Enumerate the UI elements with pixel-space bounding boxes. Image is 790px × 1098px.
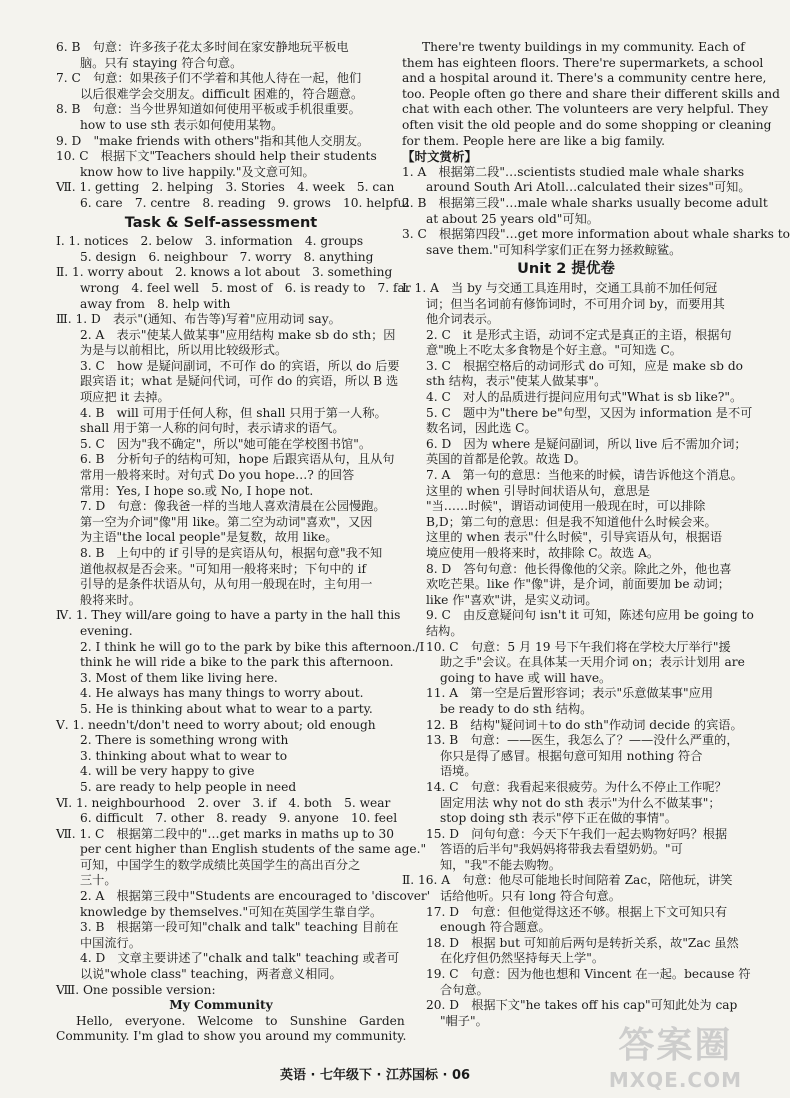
answers-reading — [402, 164, 790, 259]
text-line: often visit the old people and do some shopping or cleaning — [402, 117, 772, 132]
text-line: 常用：Yes, I hope so.或 No, I hope not. — [80, 483, 314, 498]
text-line: 2. There is something wrong with — [80, 733, 289, 748]
text-line: 英国的首都是伦敦。故选 D。 — [426, 452, 586, 467]
text-line: 3. C 根据第四段"…get more information about whale sharks to — [402, 227, 790, 242]
watermark-url: MXQE.COM — [608, 1068, 742, 1092]
text-line: Ⅷ. One possible version: — [56, 982, 216, 997]
essay-title: My Community — [169, 998, 273, 1013]
text-line: 15. D 问句句意：今天下午我们一起去购物好吗？根据 — [426, 826, 728, 841]
text-line: 你只是得了感冒。根据句意可知用 nothing 符合 — [440, 748, 703, 763]
text-line: 2. A 根据第三段中"Students are encouraged to 'discover' — [80, 889, 431, 904]
text-line: 语境。 — [440, 764, 477, 779]
text-line: 8. B 句意：当今世界知道如何使用平板或手机很重要。 — [56, 102, 361, 117]
text-line: 话给他听。只有 long 符合句意。 — [440, 889, 621, 904]
text-line: 4. C 对人的品质进行提问应用句式"What is sb like?"。 — [426, 390, 743, 405]
essay-body-right — [402, 40, 780, 149]
essay-body-left — [56, 1013, 407, 1045]
text-line: 中国流行。 — [80, 935, 141, 950]
section-heading-task: Task & Self-assessment — [124, 214, 318, 231]
text-line: 14. C 句意：我看起来很疲劳。为什么不停止工作呢？ — [426, 779, 727, 794]
text-line: shall 用于第一人称的问句时，表示请求的语气。 — [80, 421, 345, 436]
text-line: 7. D 句意：像我爸一样的当地人喜欢清晨在公园慢跑。 — [80, 499, 386, 514]
text-line: for them. People here are like a big family. — [402, 133, 666, 148]
text-line: 8. B 上句中的 if 引导的是宾语从句，根据句意"我不知 — [80, 546, 383, 560]
text-line: 3. C 根据空格后的动词形式 do 可知，应是 make sb do — [426, 358, 743, 373]
text-line: 助之手"会议。在具体某一天用介词 on；表示计划用 are — [440, 655, 745, 670]
text-line: 2. B 根据第三段"…male whale sharks usually become adult — [402, 195, 768, 210]
text-line: Ⅴ. 1. needn't/don't need to worry about; old enough — [56, 717, 376, 732]
text-line: 7. A 第一句的意思：当他来的时候，请告诉他这个消息。 — [426, 468, 743, 483]
text-line: Ⅲ. 1. D 表示"(通知、布告等)写着"应用动词 say。 — [56, 312, 341, 327]
text-line: 为是与以前相比，所以用比较级形式。 — [80, 343, 288, 358]
text-line: 18. D 根据 but 可知前后两句是转折关系，故"Zac 虽然 — [426, 935, 739, 950]
text-line: 3. thinking about what to wear to — [80, 748, 288, 763]
text-line: 以后很难学会交朋友。difficult 困难的，符合题意。 — [80, 86, 364, 101]
text-line: too. People often go there and share their different skills and — [402, 86, 780, 101]
text-line: per cent higher than English students of the same age." — [80, 842, 427, 857]
text-line: them has eighteen floors. There're supermarkets, a school — [402, 55, 764, 70]
text-line: 7. C 句意：如果孩子们不学着和其他人待在一起，他们 — [56, 71, 362, 86]
text-line: enough 符合题意。 — [440, 920, 551, 935]
section-heading-unit2: Unit 2 提优卷 — [517, 261, 615, 278]
text-line: knowledge by themselves."可知在英国学生靠自学。 — [80, 904, 383, 919]
text-line: 1. A 根据第二段"…scientists studied male whale sharks — [402, 164, 745, 179]
text-line: 5. C 题中为"there be"句型，又因为 information 是不可 — [426, 405, 753, 420]
text-line: sth 结构，表示"使某人做某事"。 — [426, 374, 607, 389]
text-line: 答语的后半句"我妈妈将带我去看望奶奶。"可 — [440, 842, 683, 857]
text-line: 3. B 根据第一段可知"chalk and talk" teaching 目前在 — [80, 920, 399, 935]
text-line: Ⅱ. 1. worry about 2. knows a lot about 3. something — [56, 265, 393, 280]
text-line: save them."可知科学家们正在努力拯救鲸鲨。 — [426, 242, 682, 257]
text-line: 意"晚上不吃太多食物是个好主意。"可知选 C。 — [426, 343, 682, 358]
text-line: 19. C 句意：因为他也想和 Vincent 在一起。because 符 — [426, 967, 751, 982]
text-line: 合句意。 — [440, 982, 489, 997]
text-line: 2. A 表示"使某人做某事"应用结构 make sb do sth；因 — [80, 327, 396, 342]
subsection-heading-reading: 【时文赏析】 — [402, 149, 478, 165]
text-line: 9. C 由反意疑问句 isn't it 可知，陈述句应用 be going to — [426, 608, 754, 623]
text-line: be ready to do sth 结构。 — [440, 701, 593, 716]
text-line: 第一空为介词"像"用 like。第二空为动词"喜欢"，又因 — [80, 514, 373, 529]
page-footer: 英语 · 七年级下 · 江苏国标 · 06 — [279, 1068, 471, 1083]
text-line: 9. D "make friends with others"指和其他人交朋友。 — [56, 133, 370, 148]
text-line: 跟宾语 it；what 是疑问代词，可作 do 的宾语，所以 B 选 — [80, 374, 399, 389]
answers-unit1-continued — [56, 40, 410, 212]
right-column — [402, 40, 790, 1029]
text-line: 知，"我"不能去购物。 — [440, 857, 561, 872]
watermark-text: 答案圈 — [618, 1025, 733, 1066]
text-line: 引导的是条件状语从句，从句用一般现在时，主句用一 — [80, 577, 373, 592]
text-line: 4. He always has many things to worry about. — [80, 686, 364, 701]
text-line: 6. B 分析句子的结构可知，hope 后跟宾语从句，且从句 — [80, 452, 395, 467]
text-line: think he will ride a bike to the park this afternoon. — [80, 655, 394, 670]
text-line: Community. I'm glad to show you around my community. — [56, 1029, 407, 1044]
text-line: "帽子"。 — [440, 1013, 488, 1028]
text-line: 他介词表示。 — [426, 312, 500, 327]
text-line: Ⅶ. 1. C 根据第二段中的"…get marks in maths up to 30 — [56, 826, 395, 841]
text-line: Ⅰ. 1. A 当 by 与交通工具连用时，交通工具前不加任何冠 — [402, 280, 718, 295]
text-line: 可知，中国学生的数学成绩比英国学生的高出百分之 — [80, 857, 361, 872]
text-line: know how to live happily."及文意可知。 — [80, 164, 315, 179]
text-line: 12. B 结构"疑问词＋to do sth"作动词 decide 的宾语。 — [426, 717, 743, 732]
text-line: There're twenty buildings in my community. Each of — [422, 40, 745, 54]
text-line: Ⅰ. 1. notices 2. below 3. information 4. groups — [56, 234, 364, 249]
text-line: "当……时候"，谓语动词使用一般现在时，可以排除 — [426, 499, 706, 514]
text-line: 4. D 文章主要讲述了"chalk and talk" teaching 或者可 — [80, 951, 400, 966]
text-line: 为主语"the local people"是复数，故用 like。 — [80, 530, 338, 545]
text-line: 般将来时。 — [80, 592, 141, 607]
text-line: 2. C it 是形式主语，动词不定式是真正的主语，根据句 — [426, 327, 732, 342]
text-line: 13. B 句意：——医生，我怎么了？——没什么严重的， — [426, 733, 739, 748]
text-line: 11. A 第一空是后置形容词；表示"乐意做某事"应用 — [426, 686, 714, 701]
text-line: evening. — [80, 623, 133, 638]
text-line: 3. Most of them like living here. — [80, 670, 278, 685]
text-line: 3. C how 是疑问副词，不可作 do 的宾语，所以 do 后要 — [80, 358, 400, 373]
text-line: going to have 或 will have。 — [440, 670, 612, 685]
text-line: 结构。 — [426, 623, 463, 638]
text-line: Ⅱ. 16. A 句意：他尽可能地长时间陪着 Zac，陪他玩，讲笑 — [402, 873, 733, 888]
text-line: 10. C 根据下文"Teachers should help their students — [56, 149, 377, 164]
text-line: 2. I think he will go to the park by bike this afternoon./I — [80, 639, 425, 654]
text-line: 5. C 因为"我不确定"，所以"她可能在学校图书馆"。 — [80, 436, 372, 451]
text-line: 5. design 6. neighbour 7. worry 8. anything — [80, 249, 374, 264]
text-line: chat with each other. The volunteers are very helpful. They — [402, 102, 769, 117]
text-line: 脑。只有 staying 符合句意。 — [80, 55, 243, 70]
text-line: 项应把 it 去掉。 — [80, 390, 170, 405]
text-line: 在化疗但仍然坚持每天上学"。 — [440, 951, 605, 966]
watermark-logo — [609, 1017, 742, 1092]
text-line: 三十。 — [80, 873, 117, 888]
text-line: Ⅳ. 1. They will/are going to have a party in the hall this — [56, 608, 401, 623]
text-line: and a hospital around it. There's a community centre here, — [402, 71, 767, 86]
text-line: 常用一般将来时。对句式 Do you hope…? 的回答 — [80, 468, 355, 483]
left-column — [56, 40, 431, 1045]
answers-task-self-assessment — [56, 234, 431, 998]
text-line: 5. He is thinking about what to wear to a party. — [80, 701, 373, 716]
text-line: how to use sth 表示如何使用某物。 — [80, 117, 284, 132]
text-line: B,D；第二句的意思：但是我不知道他什么时候会来。 — [426, 514, 717, 529]
text-line: around South Ari Atoll…calculated their sizes"可知。 — [426, 180, 751, 195]
text-line: 这里的 when 引导时间状语从句，意思是 — [426, 483, 650, 498]
text-line: 4. will be very happy to give — [80, 764, 255, 779]
text-line: 固定用法 why not do sth 表示"为什么不做某事"； — [440, 795, 721, 810]
text-line: 4. B will 可用于任何人称，但 shall 只用于第一人称。 — [80, 405, 387, 420]
text-line: 17. D 句意：但他觉得这还不够。根据上下文可知只有 — [426, 904, 728, 919]
text-line: at about 25 years old"可知。 — [426, 211, 599, 226]
text-line: 以说"whole class" teaching，两者意义相同。 — [80, 967, 342, 982]
text-line: 6. D 因为 where 是疑问副词，所以 live 后不需加介词； — [426, 436, 747, 451]
text-line: 道他叔叔是否会来。"可知用一般将来时；下句中的 if — [80, 561, 367, 576]
text-line: Hello, everyone. Welcome to Sunshine Garden — [76, 1013, 405, 1028]
text-line: like 作"喜欢"讲，是实义动词。 — [426, 592, 598, 607]
text-line: away from 8. help with — [80, 296, 231, 311]
text-line: 10. C 句意：5 月 19 号下午我们将在学校大厅举行"援 — [426, 639, 731, 654]
text-line: 20. D 根据下文"he takes off his cap"可知此处为 cap — [426, 998, 738, 1013]
text-line: 数名词，因此选 C。 — [426, 421, 537, 436]
text-line: wrong 4. feel well 5. most of 6. is ready to 7. far — [80, 280, 411, 295]
text-line: 词；但当名词前有修饰词时，不可用介词 by，而要用其 — [426, 296, 725, 311]
text-line: 8. D 答句句意：他长得像他的父亲。除此之外，他也喜 — [426, 561, 732, 576]
text-line: Ⅵ. 1. neighbourhood 2. over 3. if 4. both 5. wear — [56, 795, 391, 810]
text-line: Ⅶ. 1. getting 2. helping 3. Stories 4. week 5. can — [56, 180, 395, 195]
text-line: 欢吃芒果。like 作"像"讲，是介词，前面要加 be 动词； — [426, 577, 730, 592]
text-line: 5. are ready to help people in need — [80, 779, 297, 794]
text-line: 这里的 when 表示"什么时候"，引导宾语从句，根据语 — [426, 530, 723, 545]
text-line: stop doing sth 表示"停下正在做的事情"。 — [440, 811, 677, 826]
answers-unit2 — [402, 280, 754, 1030]
text-line: 6. difficult 7. other 8. ready 9. anyone 10. feel — [80, 811, 398, 826]
text-line: 6. B 句意：许多孩子花太多时间在家安静地玩平板电 — [56, 40, 349, 54]
text-line: 境应使用一般将来时，故排除 C。故选 A。 — [426, 546, 660, 560]
text-line: 6. care 7. centre 8. reading 9. grows 10. helpful — [80, 195, 410, 210]
